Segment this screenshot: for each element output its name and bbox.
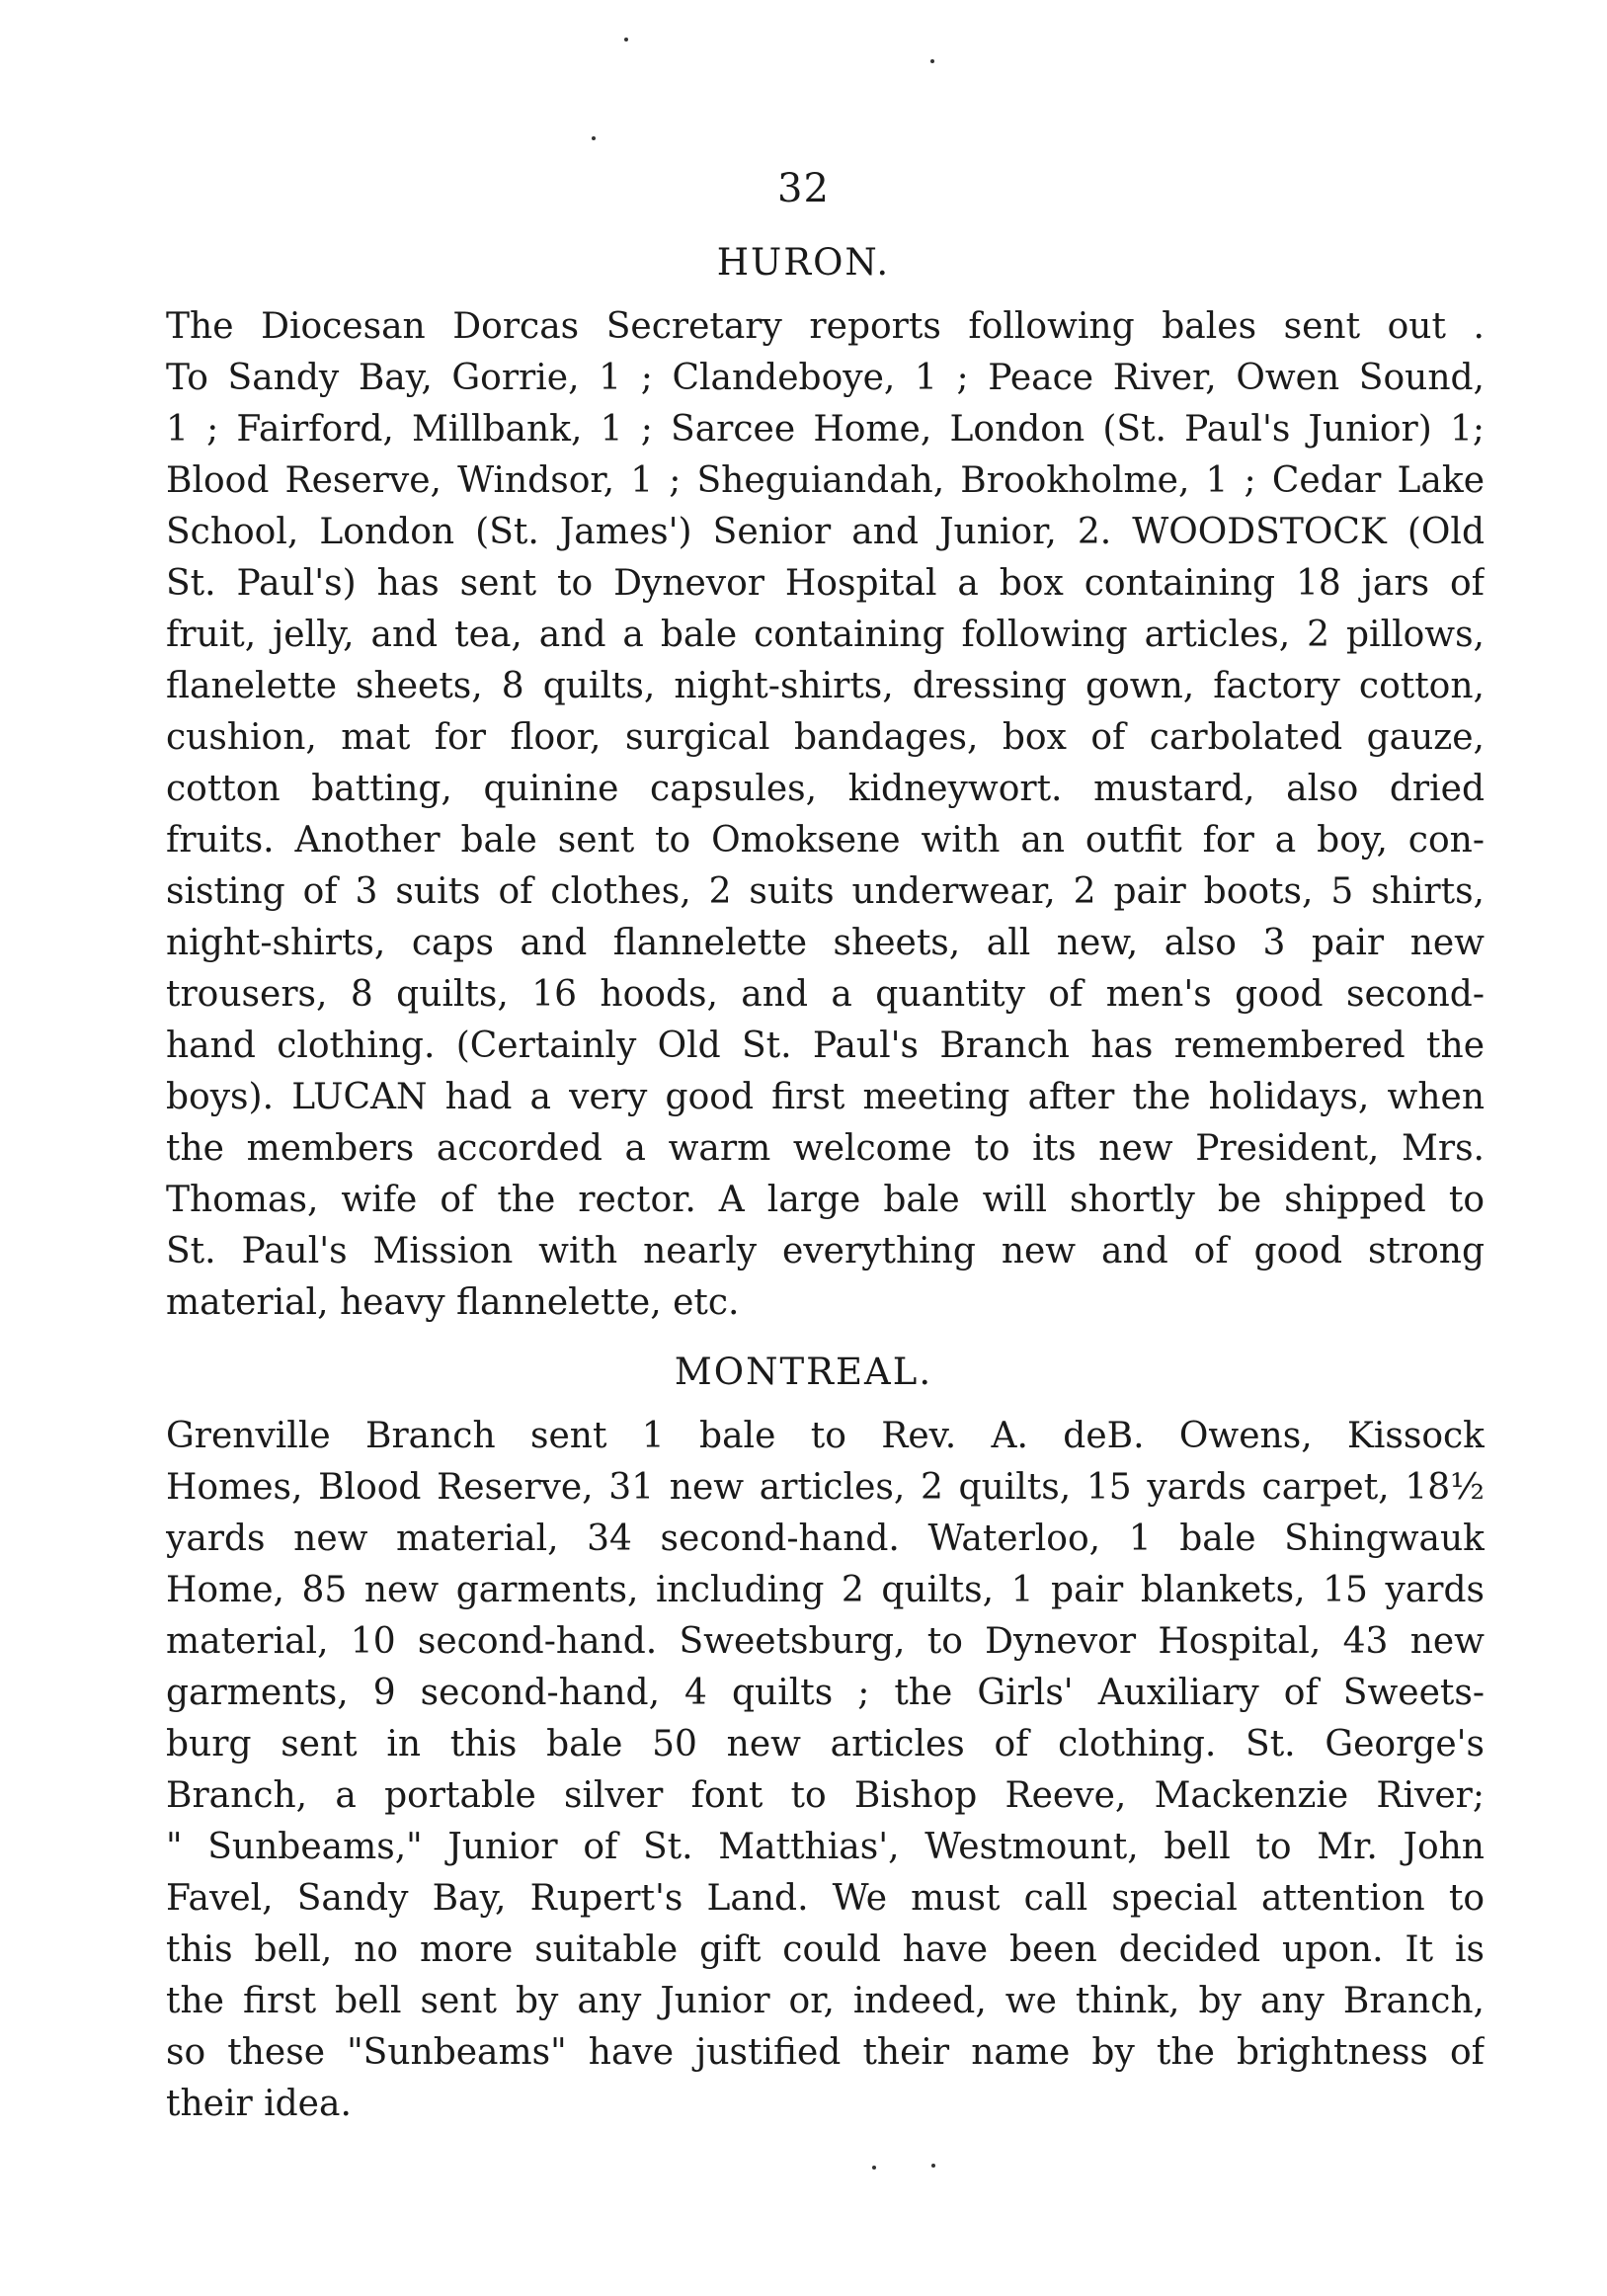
text-line: St. Paul's) has sent to Dynevor Hospital a box containing 18 jars of xyxy=(166,563,1485,604)
text-line: fruit, jelly, and tea, and a bale containing following articles, 2 pillows, xyxy=(166,615,1485,655)
text-line: Home, 85 new garments, including 2 quilts, 1 pair blankets, 15 yards xyxy=(166,1570,1485,1610)
text-line: Favel, Sandy Bay, Rupert's Land. We must call special attention to xyxy=(166,1878,1485,1919)
text-line: the members accorded a warm welcome to its new President, Mrs. xyxy=(166,1128,1485,1169)
text-line: trousers, 8 quilts, 16 hoods, and a quantity of men's good second- xyxy=(166,974,1485,1015)
text-line: their idea. xyxy=(166,2084,352,2124)
section-body-huron xyxy=(166,301,1485,1329)
text-line: Homes, Blood Reserve, 31 new articles, 2 quilts, 15 yards carpet, 18½ xyxy=(166,1467,1485,1508)
print-speck xyxy=(931,2164,935,2168)
text-line: flanelette sheets, 8 quilts, night-shirts, dressing gown, factory cotton, xyxy=(166,666,1485,706)
text-line: Thomas, wife of the rector. A large bale will shortly be shipped to xyxy=(166,1180,1485,1220)
text-line: 1 ; Fairford, Millbank, 1 ; Sarcee Home, London (St. Paul's Junior) 1; xyxy=(166,409,1485,450)
text-line: Blood Reserve, Windsor, 1 ; Sheguiandah, Brookholme, 1 ; Cedar Lake xyxy=(166,460,1485,501)
text-line: night-shirts, caps and flannelette sheets, all new, also 3 pair new xyxy=(166,923,1485,963)
text-line: Branch, a portable silver font to Bishop Reeve, Mackenzie River; xyxy=(166,1775,1485,1816)
text-line: cotton batting, quinine capsules, kidneywort. mustard, also dried xyxy=(166,769,1485,809)
text-line: yards new material, 34 second-hand. Waterloo, 1 bale Shingwauk xyxy=(166,1518,1485,1559)
text-line: sisting of 3 suits of clothes, 2 suits underwear, 2 pair boots, 5 shirts, xyxy=(166,871,1485,912)
text-line: this bell, no more suitable gift could have been decided upon. It is xyxy=(166,1929,1485,1970)
print-speck xyxy=(872,2166,876,2170)
text-line: The Diocesan Dorcas Secretary reports following bales sent out . xyxy=(166,306,1485,347)
text-line: To Sandy Bay, Gorrie, 1 ; Clandeboye, 1 ; Peace River, Owen Sound, xyxy=(166,358,1485,398)
text-line: Grenville Branch sent 1 bale to Rev. A. deB. Owens, Kissock xyxy=(166,1416,1485,1456)
text-line: material, heavy flannelette, etc. xyxy=(166,1282,740,1323)
text-line: St. Paul's Mission with nearly everything new and of good strong xyxy=(166,1231,1485,1271)
text-line: burg sent in this bale 50 new articles of clothing. St. George's xyxy=(166,1724,1485,1764)
text-line: so these "Sunbeams" have justified their name by the brightness of xyxy=(166,2032,1485,2073)
text-line: cushion, mat for floor, surgical bandages, box of carbolated gauze, xyxy=(166,717,1485,758)
text-line: garments, 9 second-hand, 4 quilts ; the Girls' Auxiliary of Sweets- xyxy=(166,1673,1485,1713)
print-speck xyxy=(624,38,628,41)
text-line: fruits. Another bale sent to Omoksene with an outfit for a boy, con- xyxy=(166,820,1485,861)
section-body-montreal xyxy=(166,1411,1485,2130)
page-number: 32 xyxy=(777,166,830,211)
print-speck xyxy=(930,59,934,63)
section-heading-montreal: MONTREAL. xyxy=(674,1351,933,1393)
text-line: the first bell sent by any Junior or, indeed, we think, by any Branch, xyxy=(166,1981,1485,2021)
text-line: " Sunbeams," Junior of St. Matthias', Westmount, bell to Mr. John xyxy=(166,1827,1485,1867)
text-line: boys). LUCAN had a very good first meeting after the holidays, when xyxy=(166,1077,1485,1117)
text-line: material, 10 second-hand. Sweetsburg, to Dynevor Hospital, 43 new xyxy=(166,1621,1485,1662)
section-heading-huron: HURON. xyxy=(716,241,891,284)
text-line: School, London (St. James') Senior and Junior, 2. WOODSTOCK (Old xyxy=(166,512,1485,552)
text-line: hand clothing. (Certainly Old St. Paul's Branch has remembered the xyxy=(166,1025,1485,1066)
print-speck xyxy=(592,136,596,140)
